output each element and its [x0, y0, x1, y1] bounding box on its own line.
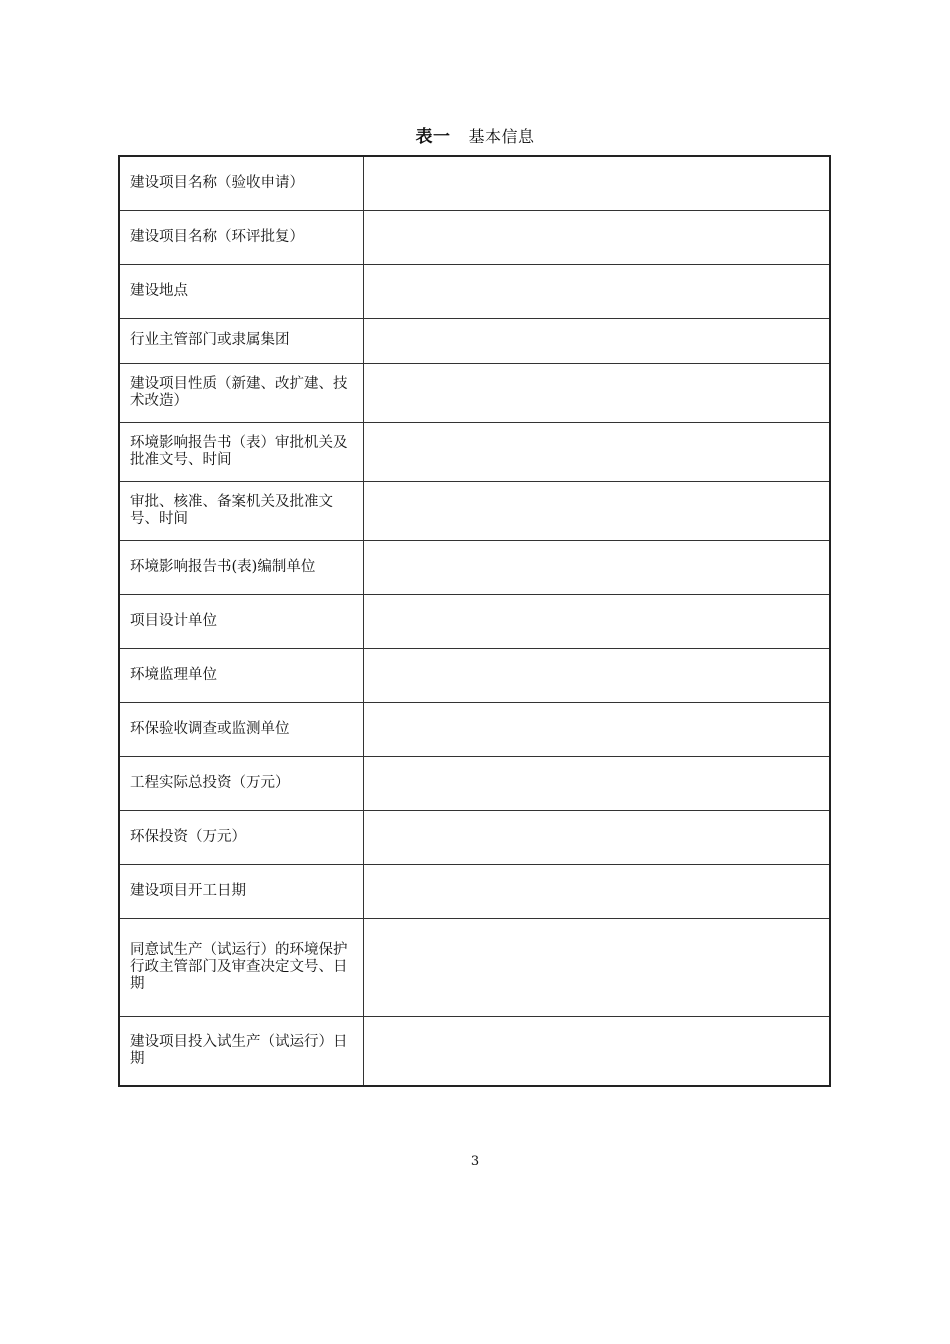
row-label: 同意试生产（试运行）的环境保护行政主管部门及审查决定文号、日期	[119, 918, 363, 1016]
row-label: 建设项目名称（验收申请）	[119, 156, 363, 210]
row-label: 建设地点	[119, 264, 363, 318]
row-value[interactable]	[363, 156, 830, 210]
table-row	[119, 318, 830, 363]
row-value[interactable]	[363, 810, 830, 864]
row-label: 建设项目名称（环评批复）	[119, 210, 363, 264]
table-row	[119, 1016, 830, 1086]
table-row	[119, 648, 830, 702]
row-label: 项目设计单位	[119, 594, 363, 648]
row-label: 环境影响报告书(表)编制单位	[119, 540, 363, 594]
table-row	[119, 918, 830, 1016]
table-row	[119, 156, 830, 210]
row-value[interactable]	[363, 1016, 830, 1086]
row-label: 环保验收调查或监测单位	[119, 702, 363, 756]
row-value[interactable]	[363, 481, 830, 540]
row-label: 建设项目开工日期	[119, 864, 363, 918]
row-value[interactable]	[363, 918, 830, 1016]
table-title-text: 基本信息	[468, 127, 535, 146]
row-value[interactable]	[363, 648, 830, 702]
row-value[interactable]	[363, 318, 830, 363]
table-title	[0, 122, 950, 147]
table-title-number: 表一	[415, 127, 451, 147]
row-label: 建设项目投入试生产（试运行）日期	[119, 1016, 363, 1086]
basic-info-table	[118, 155, 831, 1087]
table-row	[119, 363, 830, 422]
row-label: 环境监理单位	[119, 648, 363, 702]
table-row	[119, 264, 830, 318]
row-value[interactable]	[363, 864, 830, 918]
table-row	[119, 702, 830, 756]
row-value[interactable]	[363, 422, 830, 481]
table-row	[119, 481, 830, 540]
row-label: 环保投资（万元）	[119, 810, 363, 864]
table-row	[119, 540, 830, 594]
table-row	[119, 810, 830, 864]
row-value[interactable]	[363, 594, 830, 648]
row-value[interactable]	[363, 363, 830, 422]
table-row	[119, 864, 830, 918]
page-number: 3	[470, 1154, 480, 1169]
table-row	[119, 422, 830, 481]
row-label: 审批、核准、备案机关及批准文号、时间	[119, 481, 363, 540]
row-label: 行业主管部门或隶属集团	[119, 318, 363, 363]
row-value[interactable]	[363, 702, 830, 756]
row-value[interactable]	[363, 756, 830, 810]
row-value[interactable]	[363, 264, 830, 318]
table-row	[119, 210, 830, 264]
row-value[interactable]	[363, 210, 830, 264]
table-row	[119, 756, 830, 810]
row-label: 环境影响报告书（表）审批机关及批准文号、时间	[119, 422, 363, 481]
row-value[interactable]	[363, 540, 830, 594]
row-label: 工程实际总投资（万元）	[119, 756, 363, 810]
row-label: 建设项目性质（新建、改扩建、技术改造）	[119, 363, 363, 422]
table-row	[119, 594, 830, 648]
